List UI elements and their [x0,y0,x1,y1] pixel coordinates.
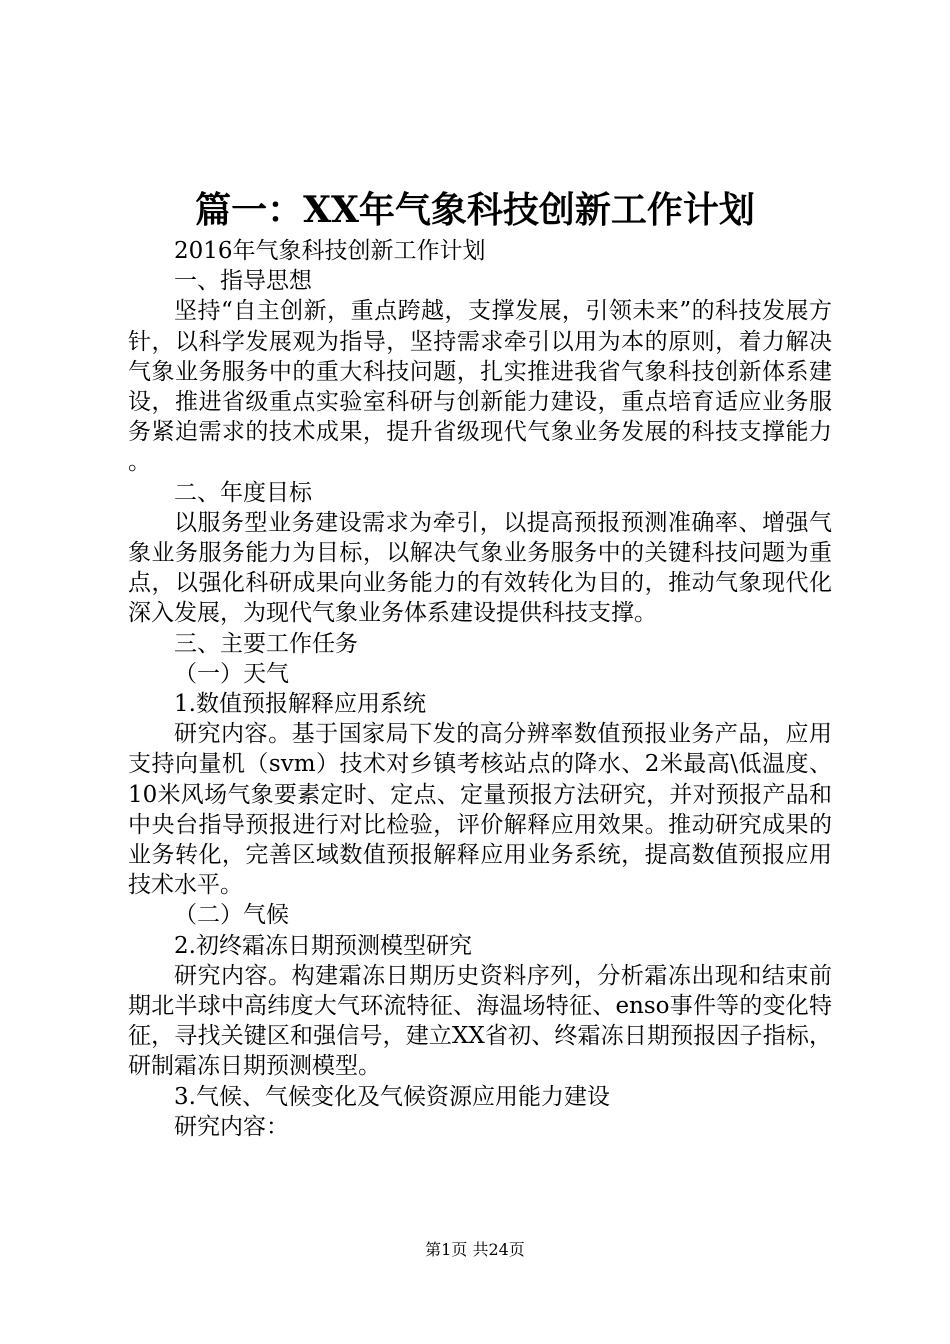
document-title: 篇一：XX年气象科技创新工作计划 [195,189,755,231]
paragraph-annual-goals: 以服务型业务建设需求为牵引，以提高预报预测准确率、增强气象业务服务能力为目标，以解决气象业务服务中的关键科技问题为重点，以强化科研成果向业务能力的有效转化为目的，推动气象现代化深入发展，为现代气象业务体系建设提供科技支撑。 [128,509,832,627]
subsection-heading-climate: （二）气候 [174,902,289,929]
paragraph-frost-model: 研究内容。构建霜冻日期历史资料序列，分析霜冻出现和结束前期北半球中高纬度大气环流特征、海温场特征、enso事件等的变化特征，寻找关键区和强信号，建立XX省初、终霜冻日期预报因子指标，研制霜冻日期预测模型。 [128,962,832,1080]
paragraph-guiding-ideology: 坚持“自主创新，重点跨越，支撑发展，引领未来”的科技发展方针，以科学发展观为指导，坚持需求牵引以用为本的原则，着力解决气象业务服务中的重大科技问题，扎实推进我省气象科技创新体系建设，推进省级重点实验室科研与创新能力建设，重点培育适应业务服务紧迫需求的技术成果，提升省级现代气象业务发展的科技支撑能力。 [128,298,832,476]
item-heading-climate-capacity: 3.气候、气候变化及气候资源应用能力建设 [174,1083,610,1110]
item-heading-numerical-forecast: 1.数值预报解释应用系统 [174,691,426,718]
subsection-heading-weather: （一）天气 [174,660,289,687]
section-heading-guiding-ideology: 一、指导思想 [174,268,312,295]
item-heading-frost-model: 2.初终霜冻日期预测模型研究 [174,932,472,959]
paragraph-subtitle: 2016年气象科技创新工作计划 [174,238,486,264]
paragraph-research-content: 研究内容： [174,1113,289,1140]
section-heading-annual-goals: 二、年度目标 [174,479,312,506]
section-heading-main-tasks: 三、主要工作任务 [174,630,358,657]
page-footer: 第1页 共24页 [425,1240,525,1259]
paragraph-numerical-forecast: 研究内容。基于国家局下发的高分辨率数值预报业务产品，应用支持向量机（svm）技术对乡镇考核站点的降水、2米最高\低温度、10米风场气象要素定时、定点、定量预报方法研究，并对预报产品和中央台指导预报进行对比检验，评价解释应用效果。推动研究成果的业务转化，完善区域数值预报解释应用业务系统，提高数值预报应用技术水平。 [128,721,832,899]
document-body [128,236,832,1142]
